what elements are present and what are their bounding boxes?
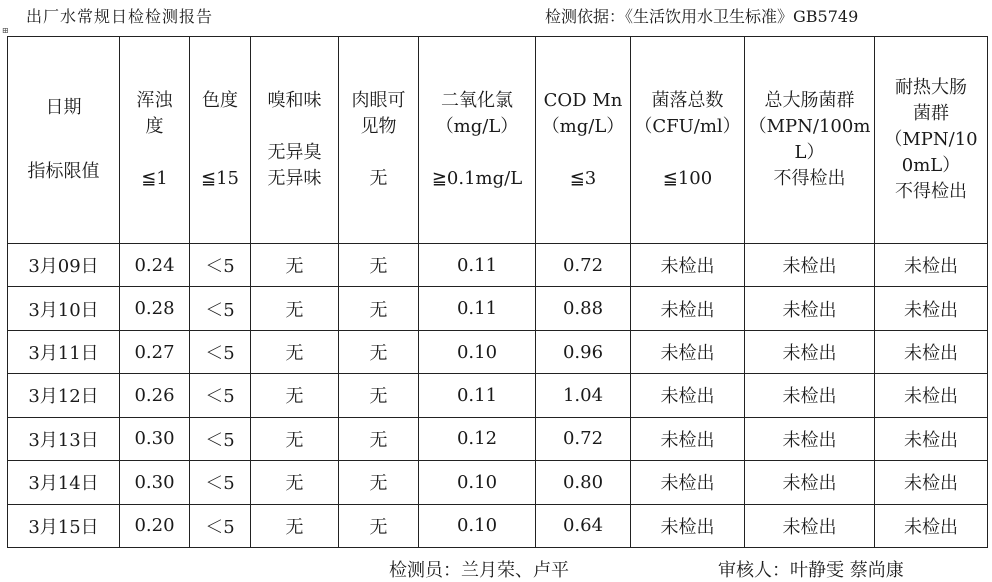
cell-color: ＜5: [190, 330, 251, 373]
cell-visible: 无: [339, 417, 419, 460]
cell-thermo-coliform: 未检出: [875, 287, 988, 330]
cell-odor: 无: [251, 287, 339, 330]
cell-coliform: 未检出: [745, 504, 875, 547]
cell-turbidity: 0.28: [120, 287, 190, 330]
header-row: [8, 37, 988, 244]
cell-turbidity: 0.24: [120, 244, 190, 287]
cell-date: 3月14日: [8, 461, 120, 504]
header-odor: 嗅和味 无异臭 无异味: [251, 37, 339, 244]
cell-odor: 无: [251, 244, 339, 287]
cell-cod-mn: 0.80: [536, 461, 631, 504]
cell-date: 3月13日: [8, 417, 120, 460]
cell-color: ＜5: [190, 287, 251, 330]
cell-colony: 未检出: [631, 504, 745, 547]
header-cod-mn: COD Mn （mg/L） ≦3: [536, 37, 631, 244]
cell-colony: 未检出: [631, 244, 745, 287]
header-thermotolerant-coliform: 耐热大肠 菌群 （MPN/10 0mL） 不得检出: [875, 37, 988, 244]
header-color: 色度 ≦15: [190, 37, 251, 244]
cell-turbidity: 0.30: [120, 461, 190, 504]
header-colony-count: 菌落总数 （CFU/ml） ≦100: [631, 37, 745, 244]
cell-coliform: 未检出: [745, 417, 875, 460]
testing-basis: 检测依据：《生活饮用水卫生标准》GB5749: [545, 7, 859, 26]
cell-chlorine-dioxide: 0.10: [419, 504, 536, 547]
cell-odor: 无: [251, 417, 339, 460]
cell-color: ＜5: [190, 417, 251, 460]
cell-turbidity: 0.27: [120, 330, 190, 373]
cell-thermo-coliform: 未检出: [875, 461, 988, 504]
cell-coliform: 未检出: [745, 287, 875, 330]
cell-visible: 无: [339, 374, 419, 417]
cell-color: ＜5: [190, 504, 251, 547]
cell-coliform: 未检出: [745, 374, 875, 417]
reviewer-signature: 审核人：叶静雯 蔡尚康: [718, 560, 904, 581]
cell-odor: 无: [251, 461, 339, 504]
cell-date: 3月10日: [8, 287, 120, 330]
cell-color: ＜5: [190, 244, 251, 287]
cell-chlorine-dioxide: 0.10: [419, 461, 536, 504]
cell-chlorine-dioxide: 0.11: [419, 244, 536, 287]
cell-cod-mn: 0.96: [536, 330, 631, 373]
cell-date: 3月15日: [8, 504, 120, 547]
cell-visible: 无: [339, 244, 419, 287]
cell-colony: 未检出: [631, 417, 745, 460]
header-turbidity: 浑浊 度 ≦1: [120, 37, 190, 244]
table-row: [8, 504, 988, 547]
cell-odor: 无: [251, 330, 339, 373]
table-row: [8, 374, 988, 417]
cell-turbidity: 0.20: [120, 504, 190, 547]
report-table: [7, 36, 988, 548]
cell-odor: 无: [251, 374, 339, 417]
table-row: [8, 461, 988, 504]
cell-date: 3月12日: [8, 374, 120, 417]
table-row: [8, 244, 988, 287]
cell-thermo-coliform: 未检出: [875, 504, 988, 547]
table-anchor-icon: ⊞: [2, 26, 9, 35]
cell-cod-mn: 1.04: [536, 374, 631, 417]
cell-color: ＜5: [190, 374, 251, 417]
header-total-coliform: 总大肠菌群 （MPN/100m L） 不得检出: [745, 37, 875, 244]
cell-turbidity: 0.30: [120, 417, 190, 460]
cell-visible: 无: [339, 461, 419, 504]
cell-date: 3月09日: [8, 244, 120, 287]
cell-colony: 未检出: [631, 287, 745, 330]
cell-coliform: 未检出: [745, 330, 875, 373]
cell-date: 3月11日: [8, 330, 120, 373]
header-chlorine-dioxide: 二氧化氯 （mg/L） ≧0.1mg/L: [419, 37, 536, 244]
cell-chlorine-dioxide: 0.11: [419, 287, 536, 330]
report-title: 出厂水常规日检检测报告: [26, 7, 214, 26]
cell-turbidity: 0.26: [120, 374, 190, 417]
header-visible-matter: 肉眼可 见物 无: [339, 37, 419, 244]
cell-thermo-coliform: 未检出: [875, 417, 988, 460]
cell-visible: 无: [339, 287, 419, 330]
cell-coliform: 未检出: [745, 461, 875, 504]
cell-coliform: 未检出: [745, 244, 875, 287]
header-date: 日期 指标限值: [8, 37, 120, 244]
cell-cod-mn: 0.72: [536, 244, 631, 287]
cell-chlorine-dioxide: 0.11: [419, 374, 536, 417]
cell-colony: 未检出: [631, 374, 745, 417]
cell-cod-mn: 0.88: [536, 287, 631, 330]
table-row: [8, 287, 988, 330]
cell-visible: 无: [339, 330, 419, 373]
cell-odor: 无: [251, 504, 339, 547]
cell-cod-mn: 0.72: [536, 417, 631, 460]
cell-chlorine-dioxide: 0.12: [419, 417, 536, 460]
inspector-signature: 检测员：兰月荣、卢平: [389, 560, 569, 581]
cell-thermo-coliform: 未检出: [875, 330, 988, 373]
table-row: [8, 417, 988, 460]
cell-chlorine-dioxide: 0.10: [419, 330, 536, 373]
cell-colony: 未检出: [631, 330, 745, 373]
cell-visible: 无: [339, 504, 419, 547]
cell-colony: 未检出: [631, 461, 745, 504]
cell-thermo-coliform: 未检出: [875, 374, 988, 417]
cell-color: ＜5: [190, 461, 251, 504]
cell-cod-mn: 0.64: [536, 504, 631, 547]
cell-thermo-coliform: 未检出: [875, 244, 988, 287]
table-row: [8, 330, 988, 373]
